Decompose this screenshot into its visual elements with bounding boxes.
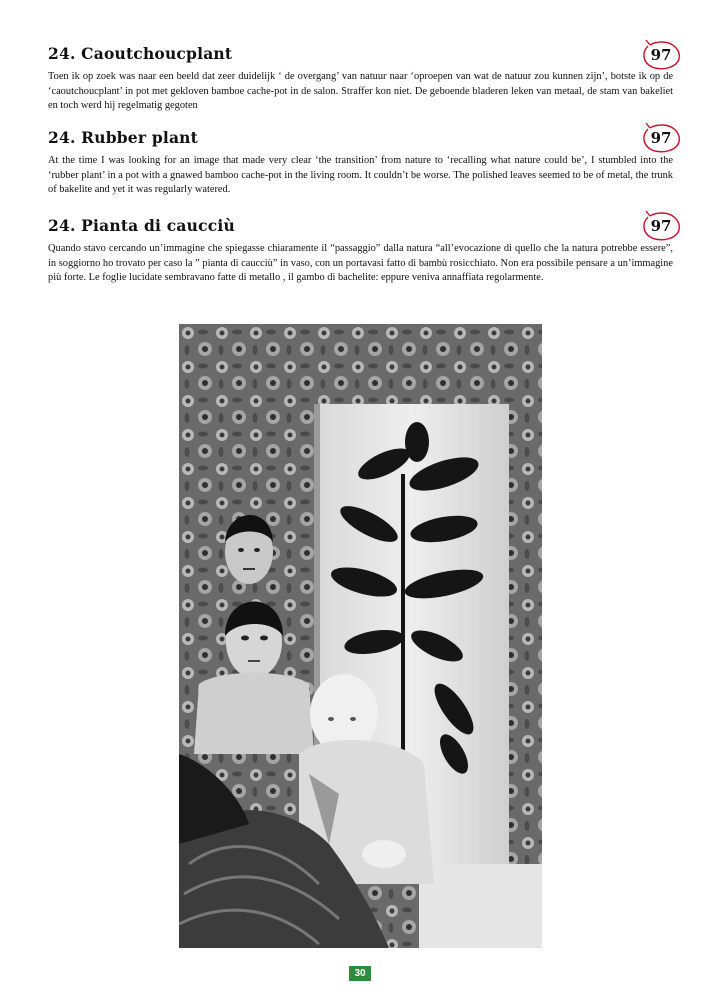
badge-number: 97 — [650, 46, 672, 64]
page-ref-badge — [640, 38, 682, 72]
photograph — [179, 324, 542, 948]
man-portrait — [225, 515, 273, 584]
section-body: Toen ik op zoek was naar een beeld dat zeer duidelijk ‘ de overgang’ van natuur naar ‘oproepen van wat de natuur zou kunnen zijn’, botste ik op de ‘caoutchoucplant’ in pot met gekloven bamboe cache-pot in de salon. Straffer kon niet. De geboende bladeren leken van metaal, de stam van bakeliet en toch werd hij regelmatig gegoten — [48, 71, 673, 112]
section-heading: 24. Caoutchoucplant — [48, 44, 233, 63]
section-body: At the time I was looking for an image that made very clear ‘the transition’ from nature to ‘recalling what nature could be’, I stumbled into the ‘rubber plant’ in a pot with a gnawed bamboo cache-pot in the living room. It couldn’t be worse. The polished leaves seemed to be of metal, the trunk of bakelite and yet it was regularly watered. — [48, 155, 673, 196]
badge-number: 97 — [650, 217, 672, 235]
section-heading: 24. Pianta di caucciù — [48, 216, 235, 235]
section-english — [48, 128, 673, 198]
section-body: Quando stavo cercando un’immagine che spiegasse chiaramente il “passaggio” dalla natura “all’evocazione di quello che la natura potrebbe essere”, in soggiorno ho trovato per caso la ” pianta di caucciù” in vaso, con un portavasi fatto di bambù rosicchiato. Non era possibile pensare a un’immagine più forte. Le foglie lucidate sembravano fatte di metallo , il gambo di bachelite: eppure veniva annaffiata regolarmente. — [48, 243, 673, 284]
section-italian — [48, 216, 673, 286]
photo-illustration — [179, 324, 542, 948]
page-ref-badge — [640, 121, 682, 155]
page-ref-badge — [640, 209, 682, 243]
page-number: 30 — [349, 966, 371, 981]
section-heading: 24. Rubber plant — [48, 128, 199, 147]
badge-number: 97 — [650, 129, 672, 147]
section-dutch — [48, 44, 673, 114]
